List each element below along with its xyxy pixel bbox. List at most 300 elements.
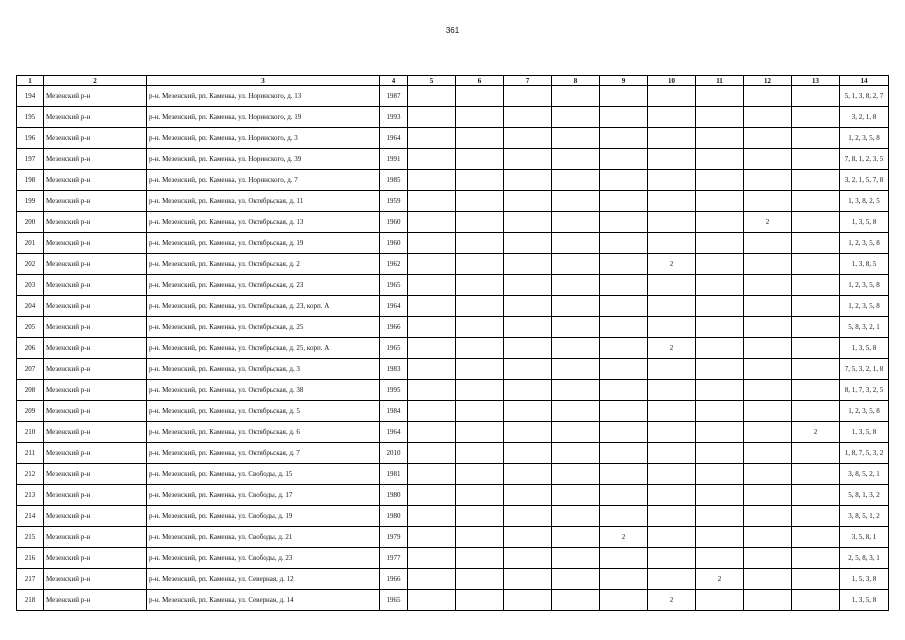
year-cell: 1960 [380, 233, 408, 254]
col13-cell [792, 170, 840, 191]
column-header: 12 [744, 76, 792, 86]
district-cell: Мезенский р-н [44, 443, 147, 464]
col12-cell [744, 506, 792, 527]
col12-cell [744, 569, 792, 590]
year-cell: 1966 [380, 569, 408, 590]
row-number: 196 [17, 128, 44, 149]
col11-cell [696, 254, 744, 275]
year-cell: 1962 [380, 254, 408, 275]
col5-cell [408, 422, 456, 443]
col6-cell [456, 107, 504, 128]
district-cell: Мезенский р-н [44, 485, 147, 506]
row-number: 211 [17, 443, 44, 464]
table-row [17, 590, 889, 611]
address-cell: р-н. Мезенский, рп. Каменка, ул. Октябрьская, д. 13 [147, 212, 380, 233]
col12-cell [744, 191, 792, 212]
row-number: 200 [17, 212, 44, 233]
col11-cell [696, 317, 744, 338]
col10-cell [648, 107, 696, 128]
column-header: 10 [648, 76, 696, 86]
col10-cell [648, 464, 696, 485]
address-cell: р-н. Мезенский, рп. Каменка, ул. Октябрьская, д. 25 [147, 317, 380, 338]
year-cell: 1987 [380, 86, 408, 107]
row-number: 215 [17, 527, 44, 548]
col14-cell: 5, 8, 1, 3, 2 [840, 485, 889, 506]
col7-cell [504, 338, 552, 359]
col14-cell: 3, 8, 5, 1, 2 [840, 506, 889, 527]
col10-cell [648, 380, 696, 401]
col10-cell [648, 359, 696, 380]
address-cell: р-н. Мезенский, рп. Каменка, ул. Октябрьская, д. 38 [147, 380, 380, 401]
col5-cell [408, 191, 456, 212]
district-cell: Мезенский р-н [44, 590, 147, 611]
district-cell: Мезенский р-н [44, 380, 147, 401]
col10-cell [648, 296, 696, 317]
table-row [17, 296, 889, 317]
page-number: 361 [445, 26, 460, 35]
district-cell: Мезенский р-н [44, 464, 147, 485]
col7-cell [504, 506, 552, 527]
year-cell: 1966 [380, 317, 408, 338]
table-row [17, 317, 889, 338]
col13-cell [792, 275, 840, 296]
column-header: 9 [600, 76, 648, 86]
col14-cell: 1, 3, 5, 8 [840, 590, 889, 611]
col11-cell [696, 128, 744, 149]
district-cell: Мезенский р-н [44, 107, 147, 128]
col6-cell [456, 464, 504, 485]
col6-cell [456, 296, 504, 317]
row-number: 210 [17, 422, 44, 443]
col7-cell [504, 233, 552, 254]
address-cell: р-н. Мезенский, рп. Каменка, ул. Норинского, д. 3 [147, 128, 380, 149]
col10-cell [648, 443, 696, 464]
col6-cell [456, 590, 504, 611]
col6-cell [456, 128, 504, 149]
col6-cell [456, 359, 504, 380]
row-number: 197 [17, 149, 44, 170]
col7-cell [504, 464, 552, 485]
col12-cell [744, 422, 792, 443]
col14-cell: 5, 8, 3, 2, 1 [840, 317, 889, 338]
address-cell: р-н. Мезенский, рп. Каменка, ул. Октябрьская, д. 23 [147, 275, 380, 296]
row-number: 217 [17, 569, 44, 590]
col14-cell: 1, 3, 5, 8 [840, 338, 889, 359]
col12-cell [744, 233, 792, 254]
col12-cell [744, 485, 792, 506]
col5-cell [408, 401, 456, 422]
col10-cell: 2 [648, 254, 696, 275]
col7-cell [504, 401, 552, 422]
col5-cell [408, 506, 456, 527]
col7-cell [504, 149, 552, 170]
col10-cell [648, 527, 696, 548]
col8-cell [552, 275, 600, 296]
col14-cell: 1, 5, 3, 8 [840, 569, 889, 590]
col13-cell [792, 86, 840, 107]
district-cell: Мезенский р-н [44, 506, 147, 527]
address-cell: р-н. Мезенский, рп. Каменка, ул. Октябрьская, д. 5 [147, 401, 380, 422]
register-table [16, 75, 889, 611]
col6-cell [456, 170, 504, 191]
district-cell: Мезенский р-н [44, 254, 147, 275]
row-number: 195 [17, 107, 44, 128]
col14-cell: 1, 2, 3, 5, 8 [840, 233, 889, 254]
col14-cell: 1, 3, 5, 8 [840, 212, 889, 233]
address-cell: р-н. Мезенский, рп. Каменка, ул. Октябрьская, д. 19 [147, 233, 380, 254]
col6-cell [456, 275, 504, 296]
column-header: 11 [696, 76, 744, 86]
col13-cell [792, 233, 840, 254]
col7-cell [504, 317, 552, 338]
col5-cell [408, 485, 456, 506]
row-number: 218 [17, 590, 44, 611]
col10-cell [648, 128, 696, 149]
column-header: 2 [44, 76, 147, 86]
col9-cell [600, 380, 648, 401]
col11-cell [696, 527, 744, 548]
address-cell: р-н. Мезенский, рп. Каменка, ул. Свободы, д. 21 [147, 527, 380, 548]
col7-cell [504, 527, 552, 548]
table-row [17, 338, 889, 359]
row-number: 199 [17, 191, 44, 212]
col9-cell [600, 359, 648, 380]
col6-cell [456, 233, 504, 254]
col5-cell [408, 443, 456, 464]
col11-cell [696, 149, 744, 170]
col8-cell [552, 359, 600, 380]
column-header: 7 [504, 76, 552, 86]
col11-cell [696, 107, 744, 128]
col7-cell [504, 380, 552, 401]
col10-cell [648, 212, 696, 233]
col13-cell: 2 [792, 422, 840, 443]
col14-cell: 1, 2, 3, 5, 8 [840, 401, 889, 422]
year-cell: 1979 [380, 527, 408, 548]
district-cell: Мезенский р-н [44, 275, 147, 296]
district-cell: Мезенский р-н [44, 359, 147, 380]
col8-cell [552, 422, 600, 443]
col10-cell [648, 170, 696, 191]
col13-cell [792, 527, 840, 548]
col7-cell [504, 128, 552, 149]
col14-cell: 3, 8, 5, 2, 1 [840, 464, 889, 485]
col11-cell [696, 485, 744, 506]
col13-cell [792, 149, 840, 170]
district-cell: Мезенский р-н [44, 191, 147, 212]
col5-cell [408, 128, 456, 149]
col13-cell [792, 380, 840, 401]
col12-cell [744, 254, 792, 275]
col5-cell [408, 569, 456, 590]
col12-cell [744, 317, 792, 338]
column-header: 13 [792, 76, 840, 86]
col13-cell [792, 212, 840, 233]
year-cell: 1964 [380, 422, 408, 443]
address-cell: р-н. Мезенский, рп. Каменка, ул. Свободы, д. 17 [147, 485, 380, 506]
col8-cell [552, 149, 600, 170]
year-cell: 1981 [380, 464, 408, 485]
col8-cell [552, 569, 600, 590]
col10-cell [648, 191, 696, 212]
col8-cell [552, 212, 600, 233]
col11-cell [696, 590, 744, 611]
col12-cell [744, 296, 792, 317]
table-row [17, 275, 889, 296]
col10-cell [648, 401, 696, 422]
table-row [17, 401, 889, 422]
col11-cell [696, 338, 744, 359]
table-row [17, 422, 889, 443]
col8-cell [552, 380, 600, 401]
col14-cell: 5, 1, 3, 8, 2, 7 [840, 86, 889, 107]
col8-cell [552, 443, 600, 464]
col7-cell [504, 359, 552, 380]
col13-cell [792, 590, 840, 611]
row-number: 216 [17, 548, 44, 569]
col10-cell [648, 86, 696, 107]
year-cell: 1960 [380, 212, 408, 233]
col8-cell [552, 191, 600, 212]
col6-cell [456, 485, 504, 506]
col14-cell: 1, 8, 7, 5, 3, 2 [840, 443, 889, 464]
col9-cell [600, 191, 648, 212]
year-cell: 1965 [380, 338, 408, 359]
col9-cell: 2 [600, 527, 648, 548]
col7-cell [504, 86, 552, 107]
address-cell: р-н. Мезенский, рп. Каменка, ул. Октябрьская, д. 7 [147, 443, 380, 464]
row-number: 204 [17, 296, 44, 317]
col13-cell [792, 107, 840, 128]
col8-cell [552, 296, 600, 317]
col11-cell [696, 170, 744, 191]
district-cell: Мезенский р-н [44, 317, 147, 338]
col8-cell [552, 548, 600, 569]
col9-cell [600, 401, 648, 422]
col9-cell [600, 107, 648, 128]
col8-cell [552, 107, 600, 128]
district-cell: Мезенский р-н [44, 422, 147, 443]
address-cell: р-н. Мезенский, рп. Каменка, ул. Норинского, д. 7 [147, 170, 380, 191]
table-row [17, 191, 889, 212]
col5-cell [408, 380, 456, 401]
col7-cell [504, 422, 552, 443]
col8-cell [552, 506, 600, 527]
table-body [17, 86, 889, 611]
col13-cell [792, 401, 840, 422]
table-row [17, 212, 889, 233]
col9-cell [600, 485, 648, 506]
district-cell: Мезенский р-н [44, 212, 147, 233]
table-row [17, 569, 889, 590]
address-cell: р-н. Мезенский, рп. Каменка, ул. Норинского, д. 13 [147, 86, 380, 107]
col7-cell [504, 170, 552, 191]
col11-cell [696, 86, 744, 107]
col10-cell: 2 [648, 590, 696, 611]
col5-cell [408, 275, 456, 296]
col5-cell [408, 212, 456, 233]
col7-cell [504, 590, 552, 611]
col14-cell: 1, 2, 3, 5, 8 [840, 128, 889, 149]
address-cell: р-н. Мезенский, рп. Каменка, ул. Свободы, д. 19 [147, 506, 380, 527]
col10-cell [648, 149, 696, 170]
column-header: 5 [408, 76, 456, 86]
col5-cell [408, 149, 456, 170]
year-cell: 1993 [380, 107, 408, 128]
col11-cell [696, 422, 744, 443]
col8-cell [552, 86, 600, 107]
col6-cell [456, 380, 504, 401]
col9-cell [600, 338, 648, 359]
col7-cell [504, 443, 552, 464]
col11-cell: 2 [696, 569, 744, 590]
table-row [17, 107, 889, 128]
col5-cell [408, 527, 456, 548]
col14-cell: 8, 1, 7, 3, 2, 5 [840, 380, 889, 401]
address-cell: р-н. Мезенский, рп. Каменка, ул. Северная, д. 12 [147, 569, 380, 590]
year-cell: 1965 [380, 275, 408, 296]
col6-cell [456, 569, 504, 590]
col11-cell [696, 191, 744, 212]
col5-cell [408, 170, 456, 191]
address-cell: р-н. Мезенский, рп. Каменка, ул. Октябрьская, д. 23, корп. А [147, 296, 380, 317]
col11-cell [696, 275, 744, 296]
col12-cell [744, 548, 792, 569]
col6-cell [456, 401, 504, 422]
col7-cell [504, 569, 552, 590]
col6-cell [456, 191, 504, 212]
column-header: 14 [840, 76, 889, 86]
table-row [17, 485, 889, 506]
col8-cell [552, 464, 600, 485]
col14-cell: 3, 5, 8, 1 [840, 527, 889, 548]
col6-cell [456, 317, 504, 338]
district-cell: Мезенский р-н [44, 401, 147, 422]
col9-cell [600, 464, 648, 485]
col7-cell [504, 212, 552, 233]
col9-cell [600, 569, 648, 590]
year-cell: 1995 [380, 380, 408, 401]
col10-cell: 2 [648, 338, 696, 359]
address-cell: р-н. Мезенский, рп. Каменка, ул. Октябрьская, д. 25, корп. А [147, 338, 380, 359]
district-cell: Мезенский р-н [44, 548, 147, 569]
district-cell: Мезенский р-н [44, 569, 147, 590]
col13-cell [792, 317, 840, 338]
col8-cell [552, 128, 600, 149]
col11-cell [696, 464, 744, 485]
col8-cell [552, 233, 600, 254]
col9-cell [600, 443, 648, 464]
year-cell: 1980 [380, 485, 408, 506]
table-row [17, 233, 889, 254]
year-cell: 1991 [380, 149, 408, 170]
column-header: 3 [147, 76, 380, 86]
col13-cell [792, 443, 840, 464]
row-number: 198 [17, 170, 44, 191]
col12-cell [744, 149, 792, 170]
table-row [17, 149, 889, 170]
col12-cell [744, 128, 792, 149]
col6-cell [456, 548, 504, 569]
col13-cell [792, 254, 840, 275]
col11-cell [696, 212, 744, 233]
col6-cell [456, 338, 504, 359]
col12-cell [744, 380, 792, 401]
address-cell: р-н. Мезенский, рп. Каменка, ул. Октябрьская, д. 2 [147, 254, 380, 275]
col7-cell [504, 275, 552, 296]
col7-cell [504, 191, 552, 212]
table-row [17, 527, 889, 548]
col14-cell: 1, 2, 3, 5, 8 [840, 275, 889, 296]
col13-cell [792, 359, 840, 380]
col11-cell [696, 359, 744, 380]
district-cell: Мезенский р-н [44, 86, 147, 107]
year-cell: 1977 [380, 548, 408, 569]
col7-cell [504, 296, 552, 317]
column-header: 6 [456, 76, 504, 86]
col12-cell [744, 275, 792, 296]
col9-cell [600, 254, 648, 275]
col13-cell [792, 548, 840, 569]
row-number: 214 [17, 506, 44, 527]
col9-cell [600, 212, 648, 233]
col9-cell [600, 149, 648, 170]
col5-cell [408, 548, 456, 569]
table-row [17, 359, 889, 380]
row-number: 205 [17, 317, 44, 338]
year-cell: 1985 [380, 170, 408, 191]
col12-cell [744, 464, 792, 485]
col9-cell [600, 422, 648, 443]
table-row [17, 380, 889, 401]
col6-cell [456, 527, 504, 548]
row-number: 208 [17, 380, 44, 401]
col13-cell [792, 338, 840, 359]
year-cell: 1983 [380, 359, 408, 380]
col13-cell [792, 128, 840, 149]
col9-cell [600, 296, 648, 317]
col13-cell [792, 191, 840, 212]
col9-cell [600, 317, 648, 338]
col9-cell [600, 233, 648, 254]
row-number: 202 [17, 254, 44, 275]
table-row [17, 254, 889, 275]
col8-cell [552, 254, 600, 275]
col12-cell [744, 401, 792, 422]
year-cell: 1965 [380, 590, 408, 611]
col10-cell [648, 317, 696, 338]
col9-cell [600, 548, 648, 569]
col14-cell: 1, 3, 5, 8 [840, 422, 889, 443]
col9-cell [600, 275, 648, 296]
district-cell: Мезенский р-н [44, 128, 147, 149]
col10-cell [648, 506, 696, 527]
year-cell: 1980 [380, 506, 408, 527]
col10-cell [648, 233, 696, 254]
col9-cell [600, 128, 648, 149]
col5-cell [408, 359, 456, 380]
col5-cell [408, 464, 456, 485]
col7-cell [504, 485, 552, 506]
row-number: 206 [17, 338, 44, 359]
col6-cell [456, 422, 504, 443]
col9-cell [600, 506, 648, 527]
col11-cell [696, 296, 744, 317]
table-row [17, 464, 889, 485]
col5-cell [408, 86, 456, 107]
header-row [17, 76, 889, 86]
col10-cell [648, 569, 696, 590]
